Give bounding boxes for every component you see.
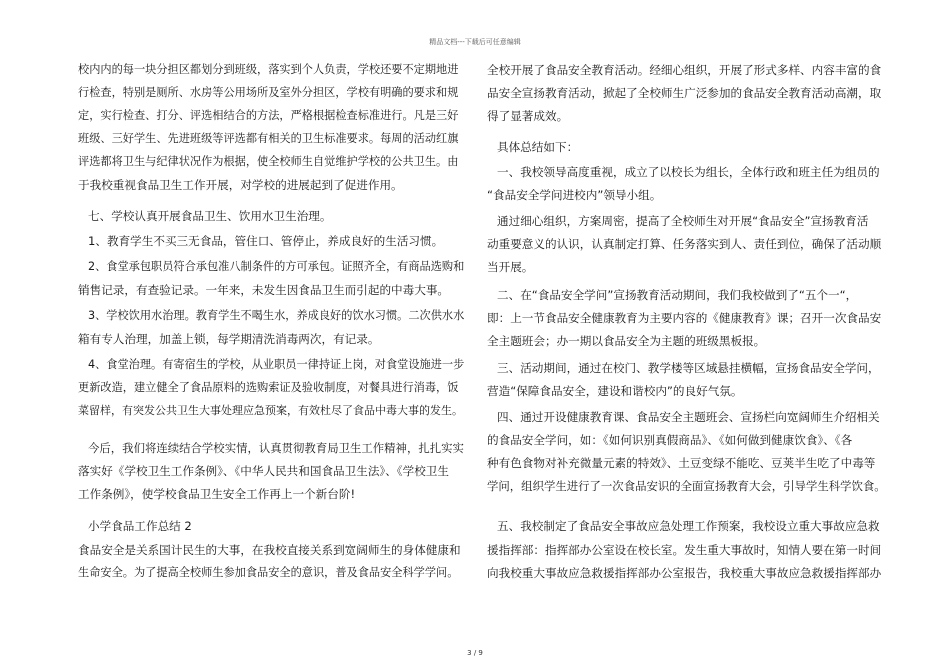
text-line: 具体总结如下： [497, 140, 579, 154]
page-number: 3 / 9 [467, 649, 483, 657]
text-line: 当开展。 [487, 260, 534, 274]
text-line: 五、我校制定了食品安全事故应急处理工作预案，我校设立重大事故应急救 [497, 519, 880, 533]
text-line: 向我校重大事故应急救援指挥部办公室报告，我校重大事故应急救援指挥部办 [487, 566, 882, 580]
text-line: 箱有专人治理，加盖上锁，每学期清洗消毒两次，有记录。 [78, 332, 380, 346]
text-line: 通过细心组织，方案周密，提高了全校师生对开展“食品安全”宣扬教育活 [497, 214, 869, 228]
list-item: 3、学校饮用水治理。教育学生不喝生水，养成良好的饮水习惯。二次供水水 [88, 309, 465, 322]
text-line: 营造“保障食品安全，建设和谐校内”的良好气氛。 [487, 384, 743, 398]
text-line: 三、活动期间，通过在校门、教学楼等区域悬挂横幅，宣扬食品安全学问， [497, 361, 880, 375]
list-item: 1、教育学生不买三无食品，管住口、管停止，养成良好的生活习惯。 [88, 234, 444, 248]
text-line: 的食品安全学问，如：《如何识别真假商品》、《如何做到健康饮食》、《各 [487, 433, 853, 447]
text-line: “食品安全学问进校内”领导小组。 [487, 188, 662, 202]
text-line: 动重要意义的认识，认真制定打算、任务落实到人、责任到位，确保了活动顺 [487, 237, 882, 251]
text-line: 二、在“食品安全学问”宣扬教育活动期间，我们我校做到了“五个一“， [497, 288, 858, 302]
text-line: 销售记录，有查验记录。一年来，未发生因食品卫生而引起的中毒大事。 [78, 283, 450, 297]
text-line: 四、通过开设健康教育课、食品安全主题班会、宣扬栏向宽阔师生介绍相关 [497, 410, 880, 424]
list-item: 2、食堂承包职员符合承包准八制条件的方可承包。证照齐全，有商品选购和 [88, 260, 465, 273]
text-line: 于我校重视食品卫生工作开展，对学校的进展起到了促进作用。 [78, 178, 403, 192]
text-line: 定，实行检查、打分、评选相结合的方法，严格根据检查标准进行。凡是三好 [78, 109, 459, 122]
text-line: 今后，我们将连续结合学校实情，认真贯彻教育局卫生工作精神，扎扎实实 [88, 441, 464, 455]
text-line: 生命安全。为了提高全校师生参加食品安全的意识，普及食品安全科学学问。 [78, 566, 459, 579]
text-line: 得了显著成效。 [487, 109, 569, 123]
text-line: 评选都将卫生与纪律状况作为根据，使全校师生自觉维护学校的公共卫生。由 [78, 155, 459, 168]
text-line: 菜留样，有突发公共卫生大事处理应急预案，有效杜尽了食品中毒大事的发生。 [78, 404, 463, 417]
text-line: 班级、三好学生、先进班级等评选都有相关的卫生标准要求。每周的活动红旗 [78, 132, 459, 145]
text-line: 种有色食物对补充微量元素的特效》、土豆变绿不能吃、豆荚半生吃了中毒等 [487, 456, 876, 470]
page-header: 精品文档---下载后可任意编辑 [429, 38, 521, 46]
text-line: 全校开展了食品安全教育活动。经细心组织，开展了形式多样、内容丰富的食 [487, 63, 882, 77]
list-item: 4、食堂治理。有寄宿生的学校，从业职员一律持证上岗，对食堂设施进一步 [88, 358, 465, 371]
text-line: 落实好《学校卫生工作条例》、《中华人民共和国食品卫生法》、《学校卫生 [78, 464, 449, 478]
text-line: 全主题班会；办一期以食品安全为主题的班级黑板报。 [487, 334, 766, 348]
section-title: 小学食品工作总结 2 [88, 519, 192, 533]
text-line: 学问，组织学生进行了一次食品安识的全面宣扬教育大会，引导学生科学饮食。 [487, 479, 886, 493]
text-line: 更新改造，建立健全了食品原料的选购索证及验收制度，对餐具进行消毒，饭 [78, 381, 459, 394]
text-line: 行检查，特别是厕所、水房等公用场所及室外分担区，学校有明确的要求和规 [78, 86, 459, 99]
text-line: 一、我校领导高度重视，成立了以校长为组长，全体行政和班主任为组员的 [497, 165, 880, 179]
text-line: 即：上一节食品安全健康教育为主要内容的《健康教育》课；召开一次食品安 [487, 311, 882, 325]
text-line: 食品安全是关系国计民生的大事，在我校直接关系到宽阔师生的身体健康和 [78, 543, 461, 557]
text-line: 校内内的每一块分担区都划分到班级，落实到个人负责，学校还要不定期地进 [78, 63, 459, 76]
section-heading: 七、学校认真开展食品卫生、饮用水卫生治理。 [88, 209, 332, 223]
text-line: 品安全宣扬教育活动，掀起了全校师生广泛参加的食品安全教育活动高潮，取 [487, 86, 882, 100]
text-line: 援指挥部：指挥部办公室设在校长室。发生重大事故时，知情人要在第一时间 [487, 543, 882, 557]
text-line: 工作条例》，使学校食品卫生安全工作再上一个新台阶! [78, 487, 356, 501]
